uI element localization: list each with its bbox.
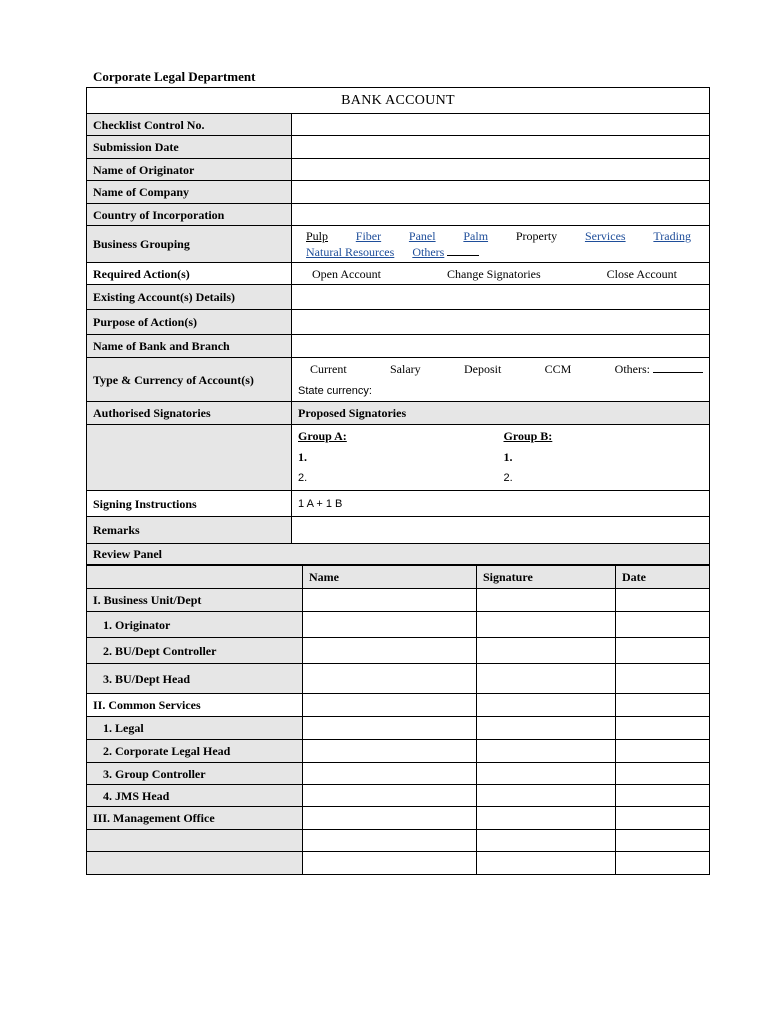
signature-cell[interactable]: [477, 740, 616, 763]
department-heading: Corporate Legal Department: [93, 69, 256, 84]
review-panel-heading: Review Panel: [87, 544, 710, 565]
bank-branch-label: Name of Bank and Branch: [87, 335, 292, 358]
option-change-signatories[interactable]: Change Signatories: [447, 266, 541, 281]
name-cell[interactable]: [303, 664, 477, 694]
name-cell[interactable]: [303, 694, 477, 717]
option-ccm[interactable]: CCM: [544, 361, 572, 376]
review-row-label: 4. JMS Head: [87, 785, 303, 807]
company-name-field[interactable]: [292, 181, 710, 204]
signatory-groups: [292, 425, 710, 491]
required-actions-label: Required Action(s): [87, 263, 292, 285]
originator-name-field[interactable]: [292, 159, 710, 181]
date-cell[interactable]: [616, 763, 710, 785]
remarks-label: Remarks: [87, 517, 292, 544]
name-cell[interactable]: [303, 785, 477, 807]
name-cell[interactable]: [303, 612, 477, 638]
review-row-label: 3. BU/Dept Head: [87, 664, 303, 694]
signing-instructions-label: Signing Instructions: [87, 491, 292, 517]
column-date-header: Date: [616, 566, 710, 589]
option-pulp[interactable]: Pulp: [306, 229, 329, 243]
option-panel[interactable]: Panel: [408, 229, 436, 243]
column-signature-header: Signature: [477, 566, 616, 589]
signature-cell[interactable]: [477, 852, 616, 875]
business-grouping-options: [292, 226, 710, 263]
form-title: BANK ACCOUNT: [87, 88, 710, 114]
date-cell[interactable]: [616, 852, 710, 875]
submission-date-label: Submission Date: [87, 136, 292, 159]
country-incorporation-label: Country of Incorporation: [87, 204, 292, 226]
group-b-heading: Group B:: [503, 429, 553, 443]
date-cell[interactable]: [616, 589, 710, 612]
checklist-control-field[interactable]: [292, 114, 710, 136]
signature-cell[interactable]: [477, 612, 616, 638]
existing-account-field[interactable]: [292, 285, 710, 310]
name-cell[interactable]: [303, 807, 477, 830]
type-currency-options: [292, 358, 710, 402]
signature-cell[interactable]: [477, 717, 616, 740]
date-cell[interactable]: [616, 638, 710, 664]
purpose-field[interactable]: [292, 310, 710, 335]
checklist-control-label: Checklist Control No.: [87, 114, 292, 136]
required-actions-options: [292, 263, 710, 285]
group-a-slot-2[interactable]: 2.: [298, 472, 308, 484]
option-services[interactable]: Services: [584, 229, 626, 243]
group-a-heading: Group A:: [298, 429, 347, 443]
column-name-header: Name: [303, 566, 477, 589]
group-b-slot-2[interactable]: 2.: [503, 472, 513, 484]
group-a-slot-1[interactable]: 1.: [298, 450, 307, 464]
name-cell[interactable]: [303, 638, 477, 664]
signature-cell[interactable]: [477, 638, 616, 664]
signature-cell[interactable]: [477, 807, 616, 830]
review-row-label: 2. Corporate Legal Head: [87, 740, 303, 763]
option-deposit[interactable]: Deposit: [463, 361, 502, 376]
option-salary[interactable]: Salary: [389, 361, 421, 376]
option-others[interactable]: Others:: [614, 361, 650, 376]
option-trading[interactable]: Trading: [653, 229, 691, 243]
name-cell[interactable]: [303, 740, 477, 763]
review-row-label: 3. Group Controller: [87, 763, 303, 785]
name-cell[interactable]: [303, 852, 477, 875]
option-palm[interactable]: Palm: [463, 229, 489, 243]
signature-cell[interactable]: [477, 830, 616, 852]
bank-branch-field[interactable]: [292, 335, 710, 358]
review-row-label: 1. Legal: [87, 717, 303, 740]
review-row-label: 1. Originator: [87, 612, 303, 638]
date-cell[interactable]: [616, 785, 710, 807]
signature-cell[interactable]: [477, 589, 616, 612]
submission-date-field[interactable]: [292, 136, 710, 159]
option-natural-resources[interactable]: Natural Resources: [306, 245, 395, 259]
signature-cell[interactable]: [477, 694, 616, 717]
name-cell[interactable]: [303, 830, 477, 852]
name-cell[interactable]: [303, 717, 477, 740]
country-incorporation-field[interactable]: [292, 204, 710, 226]
date-cell[interactable]: [616, 717, 710, 740]
state-currency-label: State currency:: [298, 384, 372, 397]
purpose-label: Purpose of Action(s): [87, 310, 292, 335]
option-others[interactable]: Others: [412, 245, 445, 259]
signing-instructions-value[interactable]: 1 A + 1 B: [292, 491, 710, 517]
signatories-spacer: [87, 425, 292, 491]
date-cell[interactable]: [616, 664, 710, 694]
option-property[interactable]: Property: [515, 229, 558, 243]
option-fiber[interactable]: Fiber: [355, 229, 382, 243]
existing-account-label: Existing Account(s) Details): [87, 285, 292, 310]
review-row-label: III. Management Office: [87, 807, 303, 830]
type-currency-label: Type & Currency of Account(s): [87, 358, 292, 402]
signature-cell[interactable]: [477, 664, 616, 694]
company-name-label: Name of Company: [87, 181, 292, 204]
date-cell[interactable]: [616, 694, 710, 717]
authorised-signatories-label: Authorised Signatories: [87, 402, 292, 425]
review-panel-table: [86, 565, 710, 875]
review-row-label: [87, 852, 303, 875]
proposed-signatories-label: Proposed Signatories: [292, 402, 710, 425]
others-blank-line[interactable]: [447, 246, 479, 256]
option-close-account[interactable]: Close Account: [606, 266, 677, 281]
originator-name-label: Name of Originator: [87, 159, 292, 181]
review-row-label: II. Common Services: [87, 694, 303, 717]
name-cell[interactable]: [303, 589, 477, 612]
review-row-label: [87, 830, 303, 852]
review-row-label: 2. BU/Dept Controller: [87, 638, 303, 664]
others-blank-line[interactable]: [653, 363, 703, 373]
business-grouping-label: Business Grouping: [87, 226, 292, 263]
date-cell[interactable]: [616, 830, 710, 852]
date-cell[interactable]: [616, 807, 710, 830]
signature-cell[interactable]: [477, 763, 616, 785]
option-current[interactable]: Current: [310, 361, 347, 376]
remarks-field[interactable]: [292, 517, 710, 544]
name-cell[interactable]: [303, 763, 477, 785]
review-row-label: I. Business Unit/Dept: [87, 589, 303, 612]
option-open-account[interactable]: Open Account: [312, 266, 381, 281]
bank-account-form: [86, 87, 710, 565]
review-header-blank: [87, 566, 303, 589]
date-cell[interactable]: [616, 612, 710, 638]
signature-cell[interactable]: [477, 785, 616, 807]
date-cell[interactable]: [616, 740, 710, 763]
group-b-slot-1[interactable]: 1.: [503, 450, 513, 464]
